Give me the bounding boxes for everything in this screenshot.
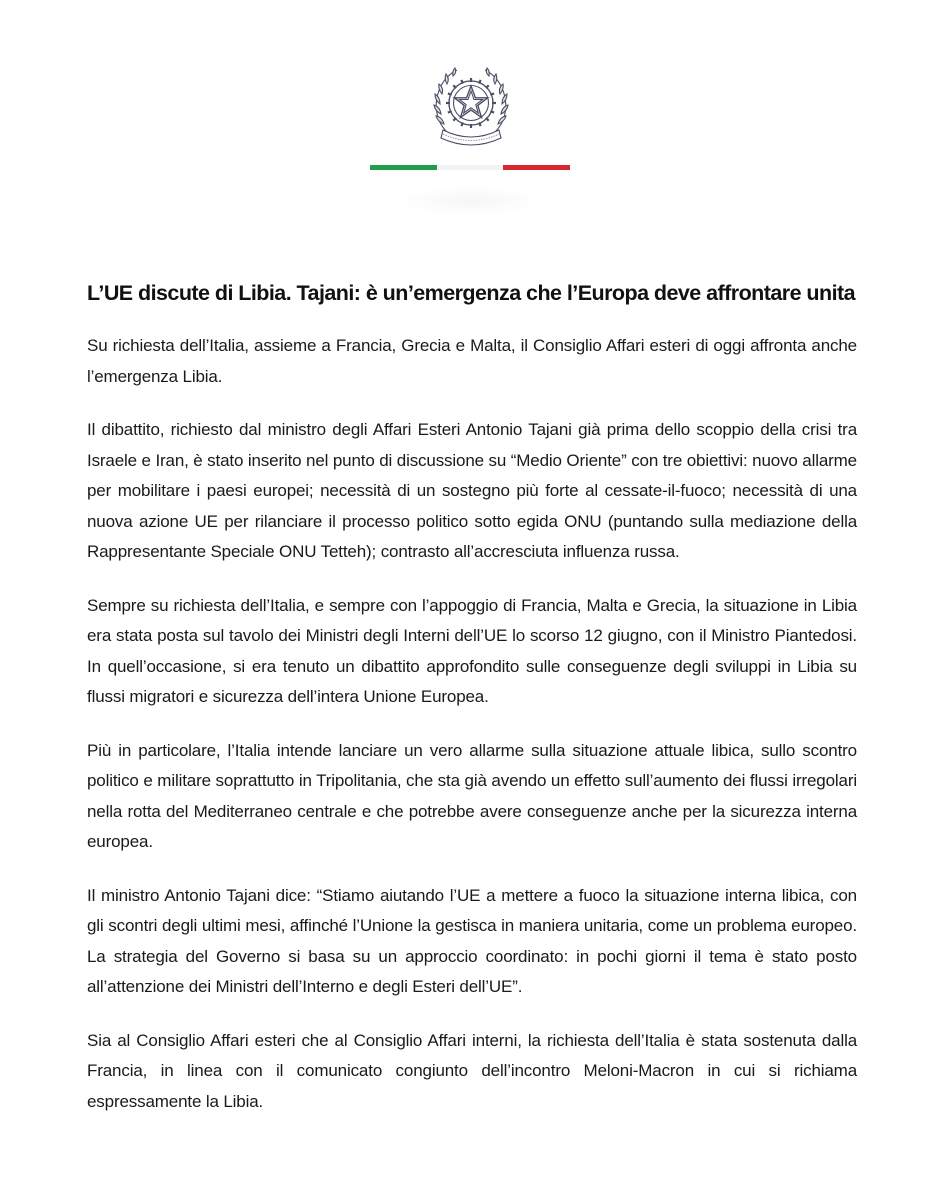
flag-stripe-green [370,165,437,170]
paragraph-4: Più in particolare, l’Italia intende lanciare un vero allarme sulla situazione attuale libica, sullo scontro politico e militare soprattutto in Tripolitania, che sta già avendo un effetto sull’aumento dei flussi irregolari nella rotta del Mediterraneo centrale e che potrebbe avere conseguenze anche per la sicurezza interna europea. [87,740,857,851]
paragraph-1: Su richiesta dell’Italia, assieme a Francia, Grecia e Malta, il Consiglio Affari esteri di oggi affronta anche l’emergenza Libia. [87,336,857,386]
paragraph-3: Sempre su richiesta dell’Italia, e sempre con l’appoggio di Francia, Malta e Grecia, la situazione in Libia era stata posta sul tavolo dei Ministri degli Interni dell’UE lo scorso 12 giugno, con il Ministro Piantedosi. In quell’occasione, si era tenuto un dibattito approfondito sulle conseguenze degli sviluppi in Libia su flussi migratori e sicurezza dell’intera Unione Europea. [87,595,857,706]
italian-republic-emblem-icon [429,62,513,152]
paragraph-6: Sia al Consiglio Affari esteri che al Consiglio Affari interni, la richiesta dell’Italia è stata sostenuta dalla Francia, in linea con il comunicato congiunto dell’incontro Meloni-Macron in cui si richiama espressamente la Libia. [87,1030,857,1111]
article-body [87,331,857,1140]
page-title: L’UE discute di Libia. Tajani: è un’emergenza che l’Europa deve affrontare unita [87,281,856,305]
paragraph-2: Il dibattito, richiesto dal ministro degli Affari Esteri Antonio Tajani già prima dello scoppio della crisi tra Israele e Iran, è stato inserito nel punto di discussione su “Medio Oriente” con tre obiettivi: nuovo allarme per mobilitare i paesi europei; necessità di un sostegno più forte al cessate-il-fuoco; necessità di una nuova azione UE per rilanciare il processo politico sotto egida ONU (puntando sulla mediazione della Rappresentante Speciale ONU Tetteh); contrasto all’accresciuta influenza russa. [87,420,857,561]
flag-shadow [395,186,545,216]
flag-stripe-red [503,165,570,170]
paragraph-5: Il ministro Antonio Tajani dice: “Stiamo aiutando l’UE a mettere a fuoco la situazione interna libica, con gli scontri degli ultimi mesi, affinché l’Unione la gestisca in maniera unitaria, come un problema europeo. La strategia del Governo si basa su un approccio coordinato: in pochi giorni il tema è stato posto all’attenzione dei Ministri dell’Interno e degli Esteri dell’UE”. [87,885,857,996]
flag-stripe-white [437,165,503,170]
